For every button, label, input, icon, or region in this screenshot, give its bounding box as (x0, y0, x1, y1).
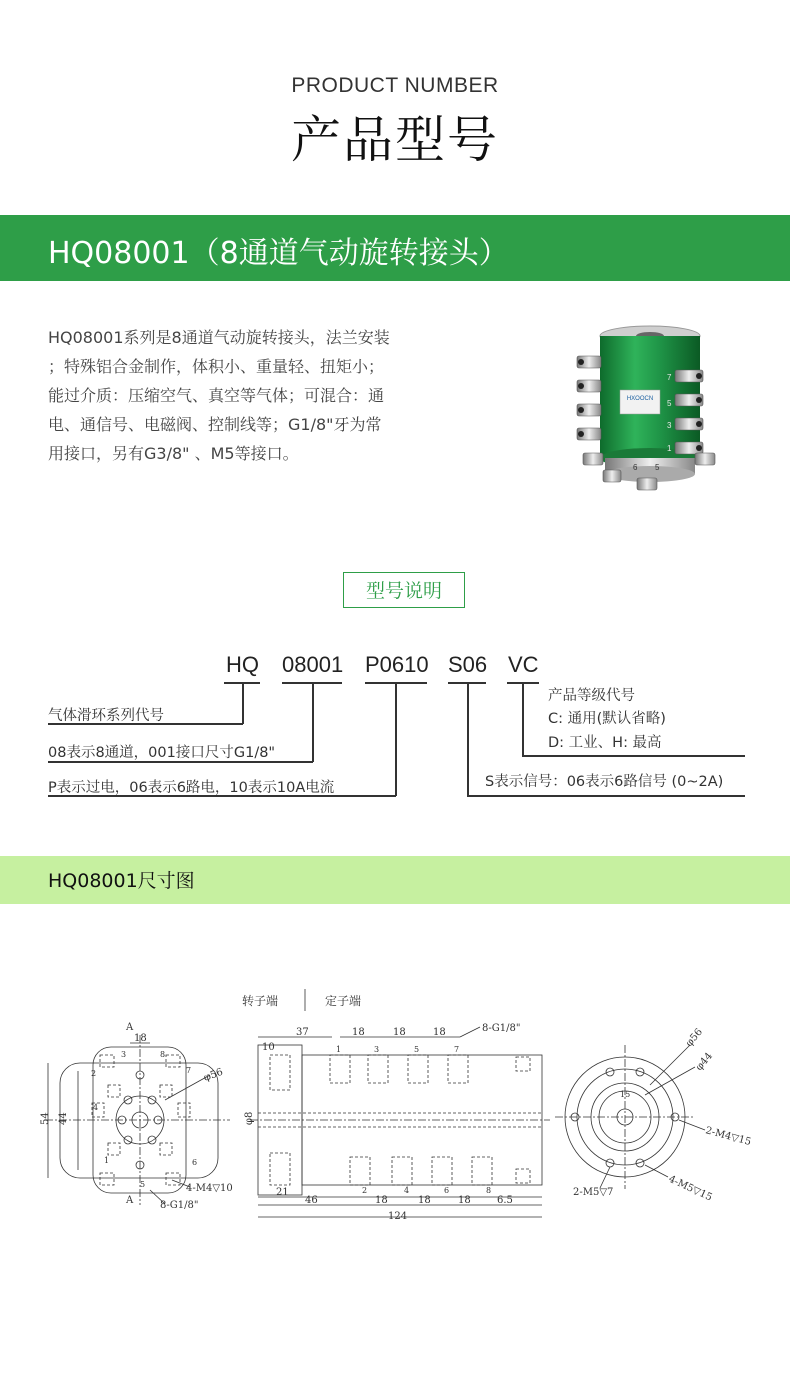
rear-note-m5a: 2-M5▽7 (573, 1187, 614, 1198)
front-note-m4: 4-M4▽10 (186, 1183, 233, 1194)
description-line: 能过介质：压缩空气、真空等气体；可混合：通 (48, 386, 385, 405)
side-note-g: 8-G1/8" (482, 1023, 521, 1034)
side-dim-10: 10 (262, 1042, 275, 1053)
product-port-number: 6 (633, 463, 638, 472)
front-note-g: 8-G1/8" (160, 1200, 199, 1211)
front-port-number: 5 (140, 1180, 146, 1189)
side-port-number: 3 (374, 1045, 380, 1054)
front-dia-56: φ56 (202, 1066, 225, 1084)
connector-line (522, 683, 524, 756)
front-port-number: 6 (192, 1158, 198, 1167)
connector-line (522, 755, 745, 757)
connector-line (312, 683, 314, 762)
front-dim-18: 18 (134, 1033, 147, 1044)
side-dim-6-5: 6.5 (497, 1195, 513, 1206)
rear-note-m5b: 4-M5▽15 (666, 1173, 714, 1204)
section-subtitle: PRODUCT NUMBER (291, 74, 499, 97)
description-line: 用接口，另有G3/8" 、M5等接口。 (48, 444, 299, 463)
rear-dia-56: φ56 (683, 1026, 705, 1049)
side-dim-18: 18 (352, 1027, 365, 1038)
connector-line (395, 683, 397, 796)
dimension-drawing (0, 975, 790, 1235)
front-dim-44: 44 (58, 1112, 69, 1125)
front-port-number: 8 (160, 1050, 166, 1059)
side-dim-18: 18 (458, 1195, 471, 1206)
product-photo (575, 318, 725, 498)
legend-grade-d: D: 工业、H: 最高 (548, 735, 662, 751)
legend-power: P表示过电，06表示6路电，10表示10A电流 (48, 780, 335, 796)
stator-end-label: 定子端 (325, 994, 362, 1008)
code-hq: HQ (226, 652, 259, 677)
code-grade: VC (508, 652, 539, 677)
side-dim-124: 124 (388, 1211, 408, 1222)
front-port-number: 3 (121, 1050, 127, 1059)
side-port-number: 4 (404, 1186, 410, 1195)
side-port-number: 6 (444, 1186, 450, 1195)
side-port-number: 8 (486, 1186, 492, 1195)
side-view (244, 1023, 550, 1222)
front-port-number: 7 (186, 1066, 192, 1075)
side-dim-18: 18 (393, 1027, 406, 1038)
side-dia-8: φ8 (244, 1111, 255, 1125)
connector-line (242, 683, 244, 724)
front-port-number: 2 (91, 1069, 97, 1078)
rear-dim-15: 15 (620, 1090, 631, 1099)
front-section-mark: A (126, 1195, 134, 1206)
side-port-number: 5 (414, 1045, 420, 1054)
side-port-number: 2 (362, 1186, 368, 1195)
front-section-mark: A (126, 1022, 134, 1033)
front-port-number: 1 (104, 1156, 110, 1165)
rear-view (555, 1027, 752, 1204)
front-port-number: 4 (93, 1103, 99, 1112)
code-number: 08001 (282, 652, 344, 677)
rear-dia-44: φ44 (693, 1050, 715, 1073)
connector-line (467, 795, 745, 797)
product-brand-label: HXOOCN (626, 396, 654, 402)
description-line: ；特殊铝合金制作，体积小、重量轻、扭矩小； (48, 357, 385, 376)
model-banner-title: HQ08001（8通道气动旋转接头） (48, 236, 509, 271)
legend-grade-c: C: 通用(默认省略) (548, 711, 666, 727)
side-dim-46: 46 (305, 1195, 318, 1206)
description-line: HQ08001系列是8通道气动旋转接头，法兰安装 (48, 328, 390, 347)
side-port-number: 7 (454, 1045, 460, 1054)
side-port-number: 1 (336, 1045, 342, 1054)
product-port-number: 3 (667, 421, 672, 430)
section-title: 产品型号 (291, 111, 499, 169)
front-view (40, 1022, 233, 1211)
description-line: 电、通信号、电磁阀、控制线等；G1/8"牙为常 (48, 415, 382, 434)
product-port-number: 5 (655, 463, 660, 472)
code-power: P0610 (365, 652, 429, 677)
side-dim-18: 18 (433, 1027, 446, 1038)
side-dim-18: 18 (418, 1195, 431, 1206)
legend-channels: 08表示8通道，001接口尺寸G1/8" (48, 745, 276, 761)
rotor-end-label: 转子端 (242, 994, 279, 1008)
side-dim-37: 37 (296, 1027, 309, 1038)
rear-note-m4: 2-M4▽15 (704, 1125, 753, 1149)
dimension-title: HQ08001尺寸图 (48, 870, 195, 892)
legend-grade-title: 产品等级代号 (548, 688, 635, 704)
legend-series: 气体滑环系列代号 (48, 708, 164, 724)
product-port-number: 5 (667, 399, 672, 408)
connector-line (467, 683, 469, 796)
product-port-number: 7 (667, 373, 672, 382)
legend-signal: S表示信号：06表示6路信号 (0~2A) (485, 774, 724, 790)
side-dim-18: 18 (375, 1195, 388, 1206)
product-port-number: 1 (667, 444, 672, 453)
product-description (48, 323, 433, 468)
model-explanation-badge: 型号说明 (343, 572, 465, 608)
side-dim-21: 21 (276, 1187, 289, 1198)
code-signal: S06 (448, 652, 488, 677)
front-dim-54: 54 (40, 1112, 51, 1125)
